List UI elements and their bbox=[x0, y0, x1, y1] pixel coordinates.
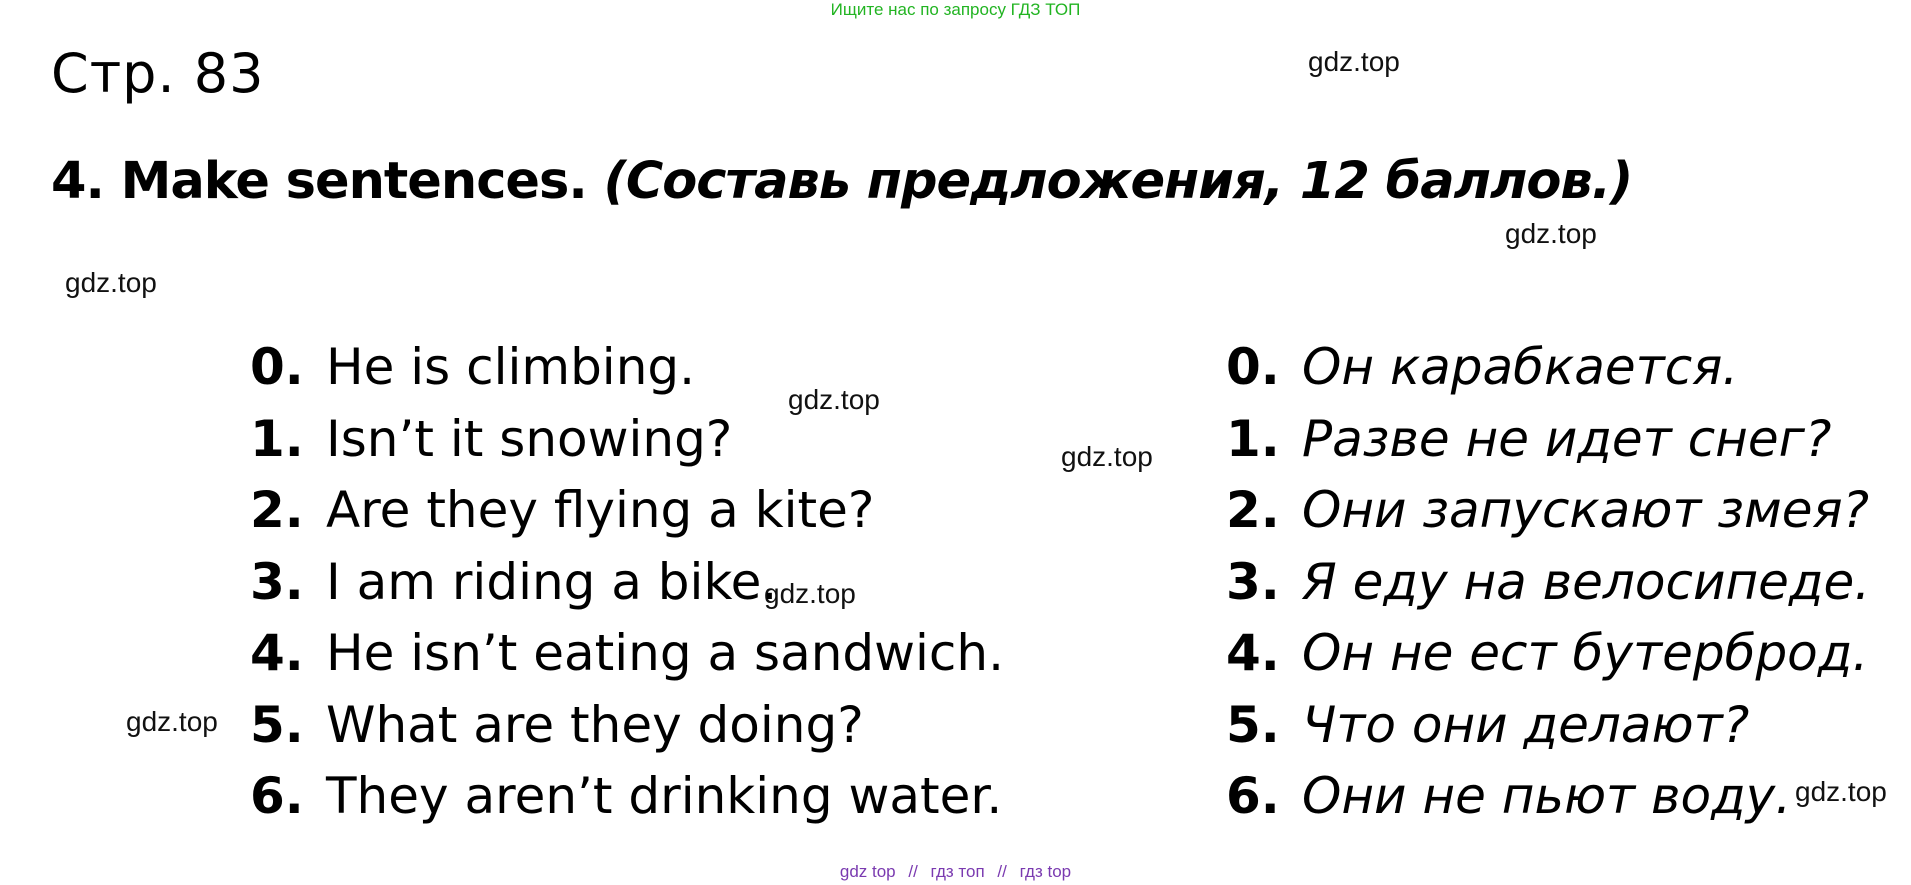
item-number: 1. bbox=[1226, 409, 1280, 468]
translation-text: Разве не идет снег? bbox=[1302, 409, 1832, 468]
sentence-text: They aren’t drinking water. bbox=[326, 767, 1003, 825]
russian-translations bbox=[1226, 338, 1870, 839]
list-item bbox=[1226, 553, 1870, 625]
task-heading-ru: (Составь предложения, 12 баллов.) bbox=[603, 152, 1633, 211]
watermark: gdz.top bbox=[126, 706, 218, 737]
footer-separator: // bbox=[908, 862, 918, 881]
translation-text: Он карабкается. bbox=[1302, 338, 1739, 396]
item-number: 1. bbox=[250, 409, 304, 468]
sentence-text: What are they doing? bbox=[326, 695, 864, 754]
translation-text: Они запускают змея? bbox=[1302, 481, 1870, 539]
footer-part-2: гдз топ bbox=[930, 862, 985, 881]
english-sentences bbox=[250, 338, 1004, 839]
item-number: 2. bbox=[1226, 481, 1280, 539]
footer-part-1: gdz top bbox=[839, 862, 896, 881]
watermark: gdz.top bbox=[1795, 776, 1887, 807]
translation-text: Он не ест бутерброд. bbox=[1302, 624, 1869, 682]
item-number: 5. bbox=[1226, 695, 1280, 754]
item-number: 0. bbox=[250, 338, 304, 396]
item-number: 3. bbox=[250, 552, 304, 611]
watermark: gdz.top bbox=[764, 578, 856, 609]
list-item bbox=[1226, 624, 1870, 696]
watermark: gdz.top bbox=[1061, 441, 1153, 472]
item-number: 2. bbox=[250, 481, 304, 539]
list-item bbox=[250, 338, 1004, 410]
list-item bbox=[250, 481, 1004, 553]
list-item bbox=[1226, 481, 1870, 553]
watermark: gdz.top bbox=[788, 384, 880, 415]
translation-text: Я еду на велосипеде. bbox=[1302, 552, 1871, 611]
item-number: 6. bbox=[1226, 767, 1280, 825]
item-number: 0. bbox=[1226, 338, 1280, 396]
item-number: 5. bbox=[250, 695, 304, 754]
sentence-text: He is climbing. bbox=[326, 338, 696, 396]
footer-separator: // bbox=[997, 862, 1007, 881]
sentence-text: Isn’t it snowing? bbox=[326, 409, 733, 468]
item-number: 3. bbox=[1226, 552, 1280, 611]
list-item bbox=[1226, 410, 1870, 482]
watermark: gdz.top bbox=[65, 267, 157, 298]
translation-text: Они не пьют воду. bbox=[1302, 767, 1792, 825]
footer-part-3: гдз top bbox=[1019, 862, 1072, 881]
sentence-text: I am riding a bike. bbox=[326, 552, 778, 611]
list-item bbox=[250, 410, 1004, 482]
watermark: gdz.top bbox=[1308, 46, 1400, 77]
task-heading-en: 4. Make sentences. bbox=[51, 152, 587, 211]
list-item bbox=[1226, 767, 1870, 839]
list-item bbox=[250, 624, 1004, 696]
top-banner: Ищите нас по запросу ГДЗ ТОП bbox=[830, 0, 1081, 19]
list-item bbox=[1226, 338, 1870, 410]
footer-watermark bbox=[0, 862, 1911, 882]
list-item bbox=[250, 553, 1004, 625]
item-number: 4. bbox=[250, 624, 304, 682]
sentence-text: He isn’t eating a sandwich. bbox=[326, 624, 1005, 682]
page-title: Стр. 83 bbox=[51, 42, 265, 105]
translation-text: Что они делают? bbox=[1302, 695, 1750, 754]
sentence-text: Are they flying a kite? bbox=[326, 481, 875, 539]
list-item bbox=[250, 696, 1004, 768]
list-item bbox=[1226, 696, 1870, 768]
task-heading bbox=[51, 152, 1632, 211]
item-number: 4. bbox=[1226, 624, 1280, 682]
item-number: 6. bbox=[250, 767, 304, 825]
watermark: gdz.top bbox=[1505, 218, 1597, 249]
list-item bbox=[250, 767, 1004, 839]
